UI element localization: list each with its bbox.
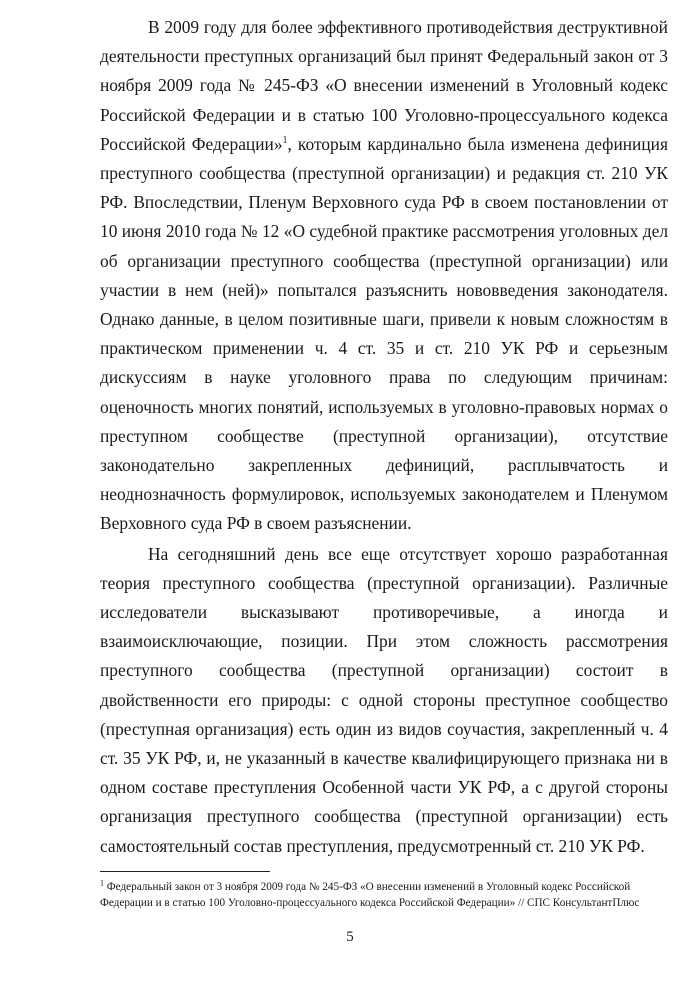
paragraph-1 (100, 13, 668, 539)
footnote-text: Федеральный закон от 3 ноября 2009 года № 245-ФЗ «О внесении изменений в Уголовный кодекс Российской Федерации и в статью 100 Уголовно-процессуального кодекса Российской Федерации» // СПС КонсультантПлюс (100, 881, 640, 909)
paragraph-1-text-after: , которым кардинально была изменена дефиниция преступного сообщества (преступной организации) и редакция ст. 210 УК РФ. Впоследствии, Пленум Верховного суда РФ в своем постановлении от 10 июня 2010 года № 12 «О судебной практике рассмотрения уголовных дел об организации преступного сообщества (преступной организации) или участии в нем (ней)» попытался разъяснить нововведения законодателя. Однако данные, в целом позитивные шаги, привели к новым сложностям в практическом применении ч. 4 ст. 35 и ст. 210 УК РФ и серьезным дискуссиям в науке уголовного права по следующим причинам: оценочность многих понятий, используемых в уголовно-правовых нормах о преступном сообществе (преступной организации), отсутствие законодательно закрепленных дефиниций, расплывчатость и неоднозначность формулировок, используемых законодателем и Пленумом Верховного суда РФ в своем разъяснении. (100, 133, 668, 534)
body-text (100, 13, 668, 861)
footnote-marker: 1 (100, 878, 104, 888)
paragraph-1-text-before: В 2009 году для более эффективного противодействия деструктивной деятельности преступных организаций был принят Федеральный закон от 3 ноября 2009 года № 245-ФЗ «О внесении изменений в Уголовный кодекс Российской Федерации и в статью 100 Уголовно-процессуального кодекса Российской Федерации» (100, 17, 668, 154)
footnote (100, 880, 668, 911)
paragraph-2: На сегодняшний день все еще отсутствует хорошо разработанная теория преступного сообщества (преступной организации). Различные исследователи высказывают противоречивые, а иногда и взаимоисключающие, позиции. При этом сложность рассмотрения преступного сообщества (преступной организации) состоит в двойственности его природы: с одной стороны преступное сообщество (преступная организация) есть один из видов соучастия, закрепленный ч. 4 ст. 35 УК РФ, и, не указанный в качестве квалифицирующего признака ни в одном составе преступления Особенной части УК РФ, а с другой стороны организация преступного сообщества (преступной организации) есть самостоятельный состав преступления, предусмотренный ст. 210 УК РФ. (100, 543, 668, 856)
page-number: 5 (346, 929, 354, 945)
footnote-divider (100, 871, 270, 872)
footnote-reference: 1 (282, 135, 288, 147)
